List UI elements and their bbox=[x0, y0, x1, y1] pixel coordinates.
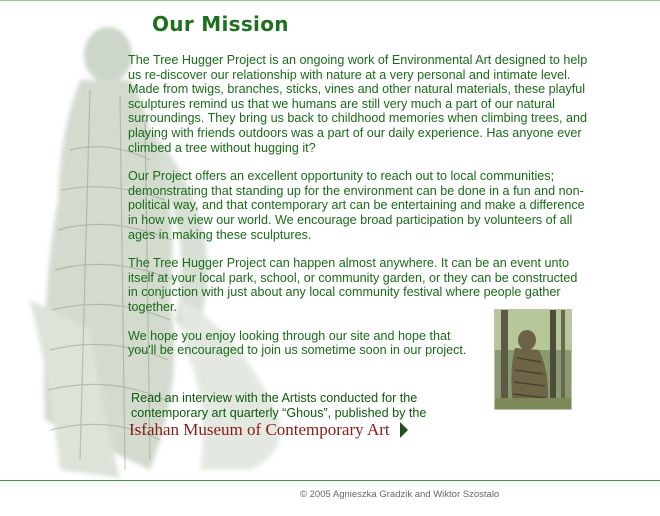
arrow-right-icon[interactable] bbox=[400, 422, 408, 438]
mission-paragraph-3: The Tree Hugger Project can happen almost anywhere. It can be an event unto itself at your local park, school, or community garden, or they can be constructed in conjuction with just about any local community festival where people gather together. bbox=[128, 256, 578, 314]
museum-link-row bbox=[129, 420, 408, 442]
sculpture-photo[interactable] bbox=[494, 309, 572, 410]
page-title: Our Mission bbox=[152, 12, 289, 36]
copyright-footer: © 2005 Agnieszka Gradzik and Wiktor Szostalo bbox=[300, 489, 500, 500]
mission-paragraph-2: Our Project offers an excellent opportunity to reach out to local communities; demonstrating that standing up for the environment can be done in a fun and non-political way, and that contemporary art can be entertaining and make a difference in how we view our world. We encourage broad participation by volunteers of all ages in making these sculptures. bbox=[128, 169, 585, 242]
bottom-divider bbox=[0, 480, 660, 481]
interview-text: Read an interview with the Artists conducted for the contemporary art quarterly “Ghous”, published by the bbox=[131, 391, 427, 420]
museum-link[interactable]: Isfahan Museum of Contemporary Art bbox=[129, 420, 390, 439]
mission-paragraph-4: We hope you enjoy looking through our site and hope that you'll be encouraged to join us sometime soon in our project. bbox=[128, 328, 467, 358]
mission-paragraph-1: The Tree Hugger Project is an ongoing work of Environmental Art designed to help us re-discover our relationship with nature at a very personal and intimate level. Made from twigs, branches, sticks, vines and other natural materials, these playful sculptures remind us that we humans are still very much a part of our natural surroundings. They bring us back to childhood memories when climbing trees, and playing with friends outdoors was a part of our daily experience. Has anyone ever climbed a tree without hugging it? bbox=[128, 53, 588, 155]
